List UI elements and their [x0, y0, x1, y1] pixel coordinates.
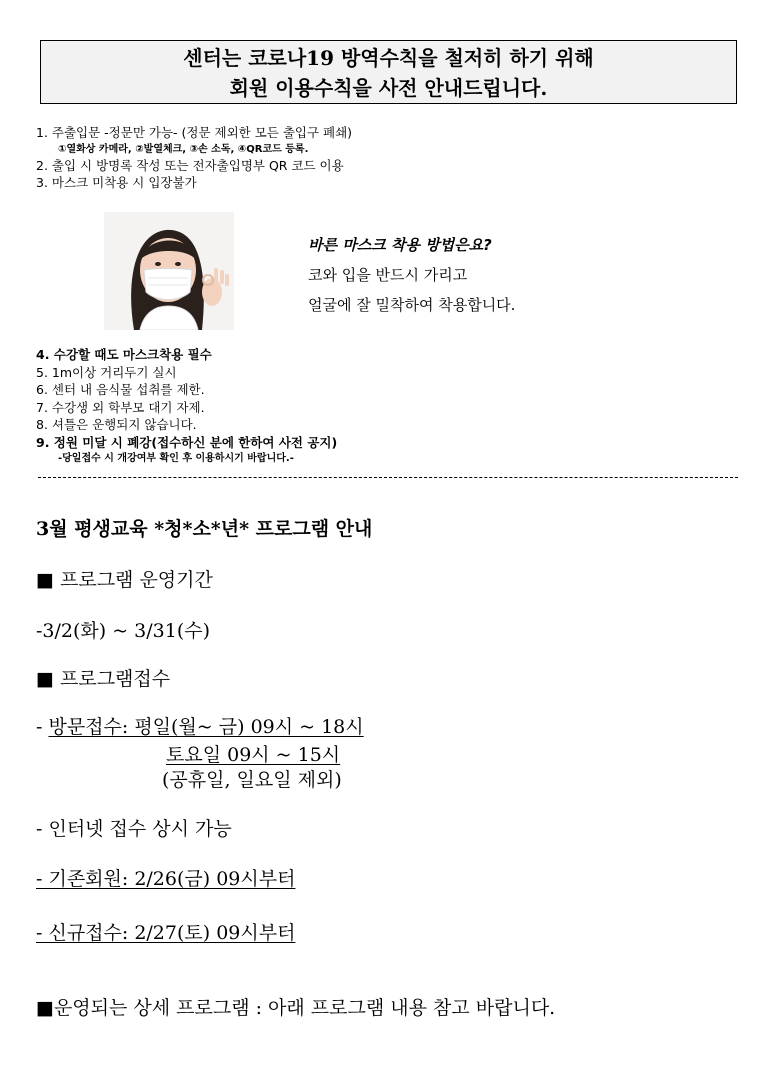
rules-list-top — [36, 124, 736, 192]
rule-5: 5. 1m이상 거리두기 실시 — [36, 364, 177, 380]
mask-guide — [104, 212, 724, 330]
mask-instruction-1: 코와 입을 반드시 가리고 — [308, 266, 468, 284]
banner-line-1: 센터는 코로나19 방역수칙을 철저히 하기 위해 — [183, 46, 594, 70]
rule-2: 2. 출입 시 방명록 작성 또는 전자출입명부 QR 코드 이용 — [36, 157, 344, 173]
section-divider — [38, 477, 738, 478]
rule-1: 1. 주출입문 -정문만 가능- (정문 제외한 모든 출입구 폐쇄) — [36, 125, 353, 140]
internet-registration: - 인터넷 접수 상시 가능 — [36, 818, 232, 840]
rule-9: 9. 정원 미달 시 폐강(접수하신 분에 한하여 사전 공지) — [36, 434, 338, 450]
mask-question: 바른 마스크 착용 방법은요? — [308, 236, 492, 254]
rules-list-bottom — [36, 346, 736, 466]
visit-saturday-hours: 토요일 09시 ~ 15시 — [166, 744, 341, 766]
period-heading: ■ 프로그램 운영기간 — [36, 569, 213, 591]
rule-8: 8. 셔틀은 운행되지 않습니다. — [36, 417, 197, 432]
existing-member-registration: - 기존회원: 2/26(금) 09시부터 — [36, 868, 296, 890]
rule-6: 6. 센터 내 음식물 섭취를 제한. — [36, 382, 205, 397]
visit-weekday-hours: 방문접수: 평일(월~ 금) 09시 ~ 18시 — [48, 716, 364, 738]
visit-registration — [36, 712, 364, 739]
banner-line-2: 회원 이용수칙을 사전 안내드립니다. — [229, 76, 548, 100]
new-member-registration: - 신규접수: 2/27(토) 09시부터 — [36, 922, 296, 944]
visit-exclusion-note: (공휴일, 일요일 제외) — [162, 769, 342, 791]
period-dates: -3/2(화) ~ 3/31(수) — [36, 620, 211, 642]
rule-3: 3. 마스크 미착용 시 입장불가 — [36, 175, 197, 190]
program-title: 3월 평생교육 *청*소*년* 프로그램 안내 — [36, 518, 373, 540]
rule-7: 7. 수강생 외 학부모 대기 자제. — [36, 399, 205, 415]
registration-heading: ■ 프로그램접수 — [36, 668, 171, 690]
mask-instructions — [308, 230, 515, 320]
child-wearing-mask-photo — [104, 212, 234, 330]
rule-9-detail: -당일접수 시 개강여부 확인 후 이용하시기 바랍니다.- — [58, 453, 294, 464]
rule-1-detail: ①열화상 카메라, ②발열체크, ③손 소독, ④QR코드 등록. — [58, 143, 309, 155]
notice-banner — [40, 40, 737, 104]
rule-4: 4. 수강할 때도 마스크착용 필수 — [36, 347, 212, 362]
visit-prefix: - — [36, 716, 49, 738]
mask-instruction-2: 얼굴에 잘 밀착하여 착용합니다. — [308, 296, 516, 314]
program-detail-note: ■운영되는 상세 프로그램 : 아래 프로그램 내용 참고 바랍니다. — [36, 997, 556, 1019]
